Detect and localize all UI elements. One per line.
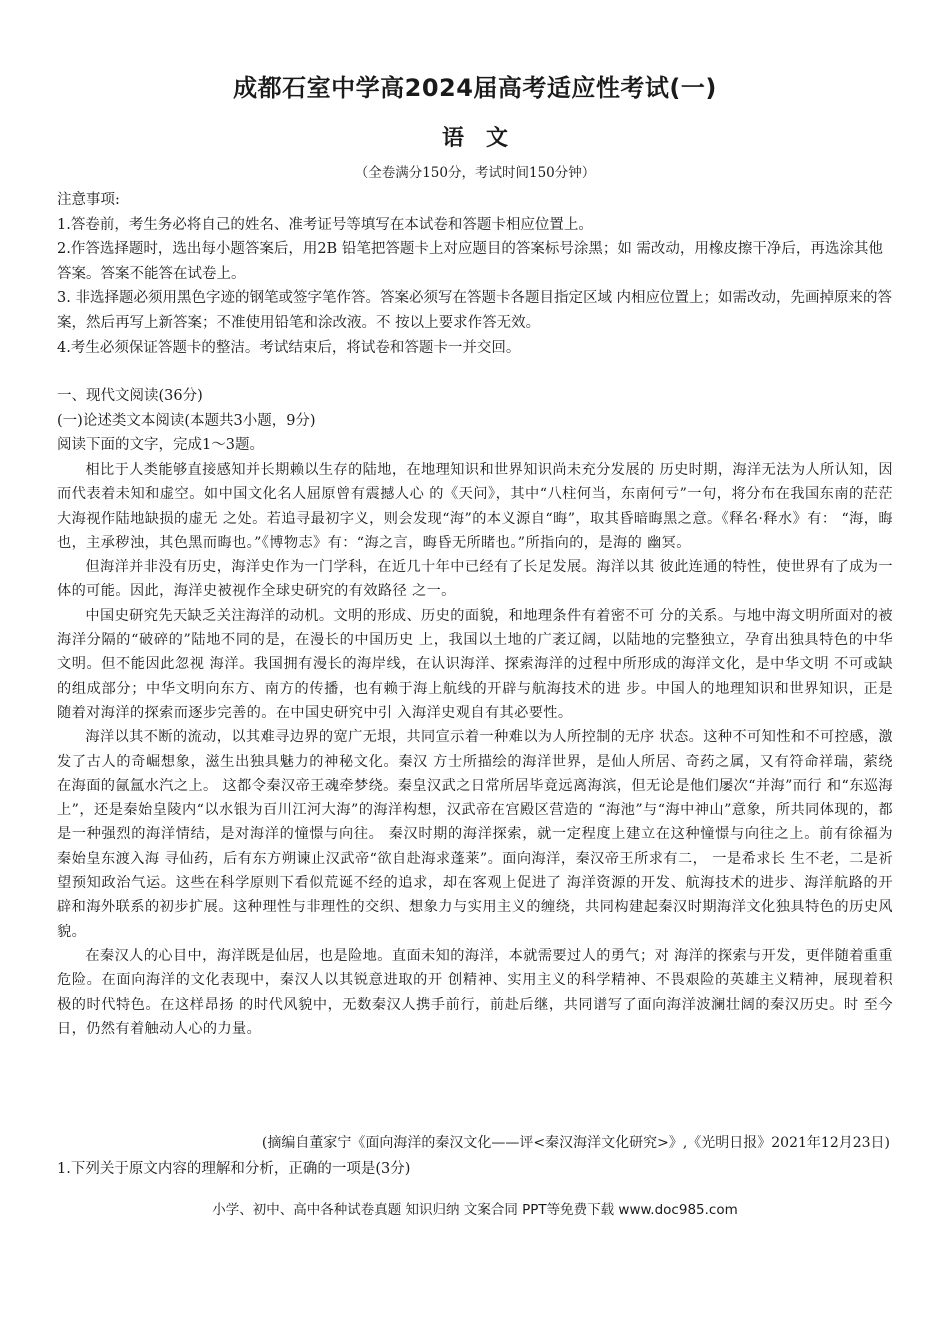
reading-passage [57,458,893,1041]
subpart-title: (一)论述类文本阅读(本题共3小题，9分) [57,413,316,429]
passage-paragraph: 但海洋并非没有历史，海洋史作为一门学科，在近几十年中已经有了长足发展。海洋以其 彼此连通的特性，使世界有了成为一体的可能。因此，海洋史被视作全球史研究的有效路径 之一。 [57,559,893,600]
exam-title: 成都石室中学高2024届高考适应性考试(一) [233,74,717,102]
notes-item: 1.答卷前，考生务必将自己的姓名、准考证号等填写在本试卷和答题卡相应位置上。 [57,216,593,233]
passage-paragraph: 中国史研究先天缺乏关注海洋的动机。文明的形成、历史的面貌，和地理条件有着密不可 分的关系。与地中海文明所面对的被海洋分隔的“破碎的”陆地不同的是，在漫长的中国历史 上，我国以土地的广袤辽阔，以陆地的完整独立，孕育出独具特色的中华文明。但不能因此忽视 海洋。我国拥有漫长的海岸线，在认识海洋、探索海洋的过程中所形成的海洋文化，是中华文明 不可或缺的组成部分；中华文明向东方、南方的传播，也有赖于海上航线的开辟与航海技术的进 步。中国人的地理知识和世界知识，正是随着对海洋的探索而逐步完善的。在中国史研究中引 入海洋史观自有其必要性。 [57,607,893,721]
reading-instruction: 阅读下面的文字，完成1～3题。 [57,437,264,453]
notes-block [57,188,897,360]
subject-title: 语文 [441,126,530,151]
passage-paragraph: 海洋以其不断的流动，以其难寻边界的宽广无垠，共同宣示着一种难以为人所控制的无序 状态。这种不可知性和不可控感，激发了古人的奇崛想象，滋生出独具魅力的神秘文化。秦汉 方士所描绘的海洋世界，是仙人所居、奇药之属，又有符命祥瑞，萦绕在海面的氤氲水汽之上。 这都令秦汉帝王魂牵梦绕。秦皇汉武之日常所居毕竟远离海滨，但无论是他们屡次“并海”而行 和“东巡海上”，还是秦始皇陵内“以水银为百川江河大海”的海洋构想，汉武帝在宫殿区营造的 “海池”与“海中神山”意象，所共同体现的，都是一种强烈的海洋情结，是对海洋的憧憬与向往。 秦汉时期的海洋探索，就一定程度上建立在这种憧憬与向往之上。前有徐福为秦始皇东渡入海 寻仙药，后有东方朔谏止汉武帝“欲自赴海求蓬莱”。面向海洋，秦汉帝王所求有二， 一是希求长 生不老，二是祈望预知政治气运。这些在科学原则下看似荒诞不经的追求，却在客观上促进了 海洋资源的开发、航海技术的进步、海洋航路的开辟和海外联系的初步扩展。这种理性与非理性的交织、想象力与实用主义的缠绕，共同构建起秦汉时期海洋文化独具特色的历史风貌。 [57,729,893,940]
exam-info: （全卷满分150分，考试时间150分钟） [354,165,596,181]
notes-item: 3. 非选择题必须用黑色字迹的钢笔或签字笔作答。答案必须写在答题卡各题目指定区域 内相应位置上；如需改动，先画掉原来的答案，然后再写上新答案；不准使用铅笔和涂改液。不 按以上要求作答无效。 [57,290,893,331]
notes-item: 4.考生必须保证答题卡的整洁。考试结束后，将试卷和答题卡一并交回。 [57,339,521,356]
passage-paragraph: 在秦汉人的心目中，海洋既是仙居，也是险地。直面未知的海洋，本就需要过人的勇气；对 海洋的探索与开发，更伴随着重重危险。在面向海洋的文化表现中，秦汉人以其锐意进取的开 创精神、实用主义的科学精神、不畏艰险的英雄主义精神，展现着积极的时代特色。在这样昂扬 的时代风貌中，无数秦汉人携手前行，前赴后继，共同谱写了面向海洋波澜壮阔的秦汉历史。时 至今日，仍然有着触动人心的力量。 [57,947,893,1037]
notes-item: 2.作答选择题时，选出每小题答案后，用2B 铅笔把答题卡上对应题目的答案标号涂黑；如 需改动，用橡皮擦干净后，再选涂其他答案。答案不能答在试卷上。 [57,241,883,282]
passage-citation: (摘编自董家宁《面向海洋的秦汉文化——评<秦汉海洋文化研究>》,《光明日报》2021年12月23日) [261,1135,890,1151]
passage-paragraph: 相比于人类能够直接感知并长期赖以生存的陆地，在地理知识和世界知识尚未充分发展的 历史时期，海洋无法为人所认知，因而代表着未知和虚空。如中国文化名人屈原曾有震撼人心 的《天问》，其中“八柱何当，东南何亏”一句，将分布在我国东南的茫茫大海视作陆地缺损的虚无 之处。若追寻最初字义，则会发现“海”的本义源自“晦”，取其昏暗晦黑之意。《释名·释水》有： “海，晦也，主承秽浊，其色黑而晦也。”《博物志》有：“海之言，晦昏无所睹也。”所指向的，是海的 幽冥。 [57,462,893,551]
part-title: 一、现代文阅读(36分) [57,388,203,404]
question-1: 1.下列关于原文内容的理解和分析，正确的一项是(3分) [57,1161,411,1177]
footer-ad[interactable]: 小学、初中、高中各种试卷真题 知识归纳 文案合同 PPT等免费下载 www.doc985.com [212,1202,738,1218]
notes-heading: 注意事项: [57,192,120,208]
